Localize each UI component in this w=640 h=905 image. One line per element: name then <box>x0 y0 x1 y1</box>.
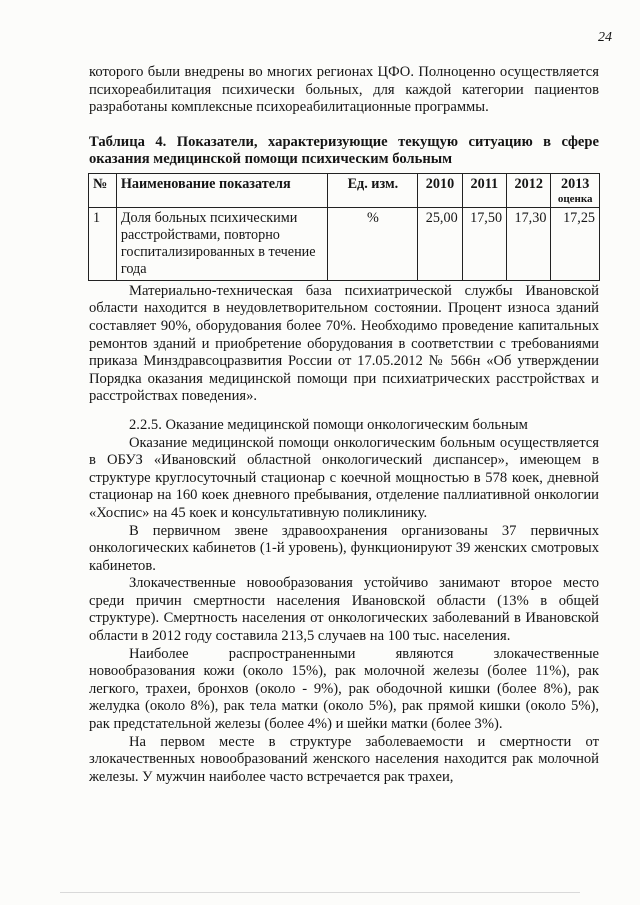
cell-2012: 17,30 <box>507 207 551 280</box>
header-unit: Ед. изм. <box>328 173 418 207</box>
paragraph-material-base: Материально-техническая база психиатрической службы Ивановской области находится в неудовлетворительном состоянии. Процент износа зданий составляет 90%, оборудования более 70%. Необходимо проведение капитальных ремонтов зданий и приобретение оборудования в соответствии с требованиями приказа Минздравсоцразвития России от 17.05.2012 № 566н «Об утверждении Порядка оказания медицинской помощи при психиатрических расстройствах и расстройствах поведения». <box>89 282 599 405</box>
indicators-table <box>88 173 600 281</box>
cell-unit: % <box>328 207 418 280</box>
paragraph-prevalence: Наиболее распространенными являются злокачественные новообразования кожи (около 15%), рак молочной железы (более 11%), рак легкого, трахеи, бронхов (около - 9%), рак ободочной кишки (более 8%), рак желудка (около 8%), рак тела матки (около 5%), рак прямой кишки (около 5%), рак предстательной железы (более 4%) и шейки матки (более 3%). <box>89 645 599 733</box>
cell-num: 1 <box>89 207 117 280</box>
cell-2011: 17,50 <box>462 207 506 280</box>
cell-2013: 17,25 <box>551 207 600 280</box>
header-2010: 2010 <box>418 173 462 207</box>
header-num: № <box>89 173 117 207</box>
header-2013-note: оценка <box>557 192 593 205</box>
page-bottom-rule <box>60 892 580 893</box>
cell-2010: 25,00 <box>418 207 462 280</box>
header-2011: 2011 <box>462 173 506 207</box>
cell-name: Доля больных психическими расстройствами, повторно госпитализированных в течение года <box>116 207 328 280</box>
header-2012: 2012 <box>507 173 551 207</box>
paragraph-first-place: На первом месте в структуре заболеваемости и смертности от злокачественных новообразований женского населения находится рак молочной железы. У мужчин наиболее часто встречается рак трахеи, <box>89 733 599 785</box>
header-name: Наименование показателя <box>116 173 328 207</box>
header-2013-year: 2013 <box>561 175 590 192</box>
section-heading: 2.2.5. Оказание медицинской помощи онкологическим больным <box>129 416 528 433</box>
table-header-row <box>89 173 600 207</box>
paragraph-mortality: Злокачественные новообразования устойчиво занимают второе место среди причин смертности населения Ивановской области (13% в общей структуре). Смертность населения от онкологических заболеваний в Ивановской области в 2012 году составила 213,5 случаев на 100 тыс. населения. <box>89 575 599 645</box>
paragraph-primary-care: В первичном звене здравоохранения организованы 37 первичных онкологических кабинетов (1-й уровень), функционируют 39 женских смотровых кабинетов. <box>89 522 599 574</box>
page-number: 24 <box>598 30 612 45</box>
header-2013 <box>551 173 600 207</box>
document-body <box>89 64 599 786</box>
table-caption: Таблица 4. Показатели, характеризующие текущую ситуацию в сфере оказания медицинской помощи психическим больным <box>89 133 599 168</box>
paragraph-oncology-care: Оказание медицинской помощи онкологическим больным осуществляется в ОБУЗ «Ивановский областной онкологический диспансер», имеющем в структуре круглосуточный стационар с коечной мощностью в 578 коек, дневной стационар на 160 коек дневного пребывания, отделение паллиативной онкологии «Хоспис» на 45 коек и консультативную поликлинику. <box>89 434 599 521</box>
intro-paragraph: которого были внедрены во многих регионах ЦФО. Полноценно осуществляется психореабилитация психически больных, для каждой категории пациентов разработаны комплексные психореабилитационные программы. <box>89 64 599 116</box>
table-row <box>89 207 600 280</box>
